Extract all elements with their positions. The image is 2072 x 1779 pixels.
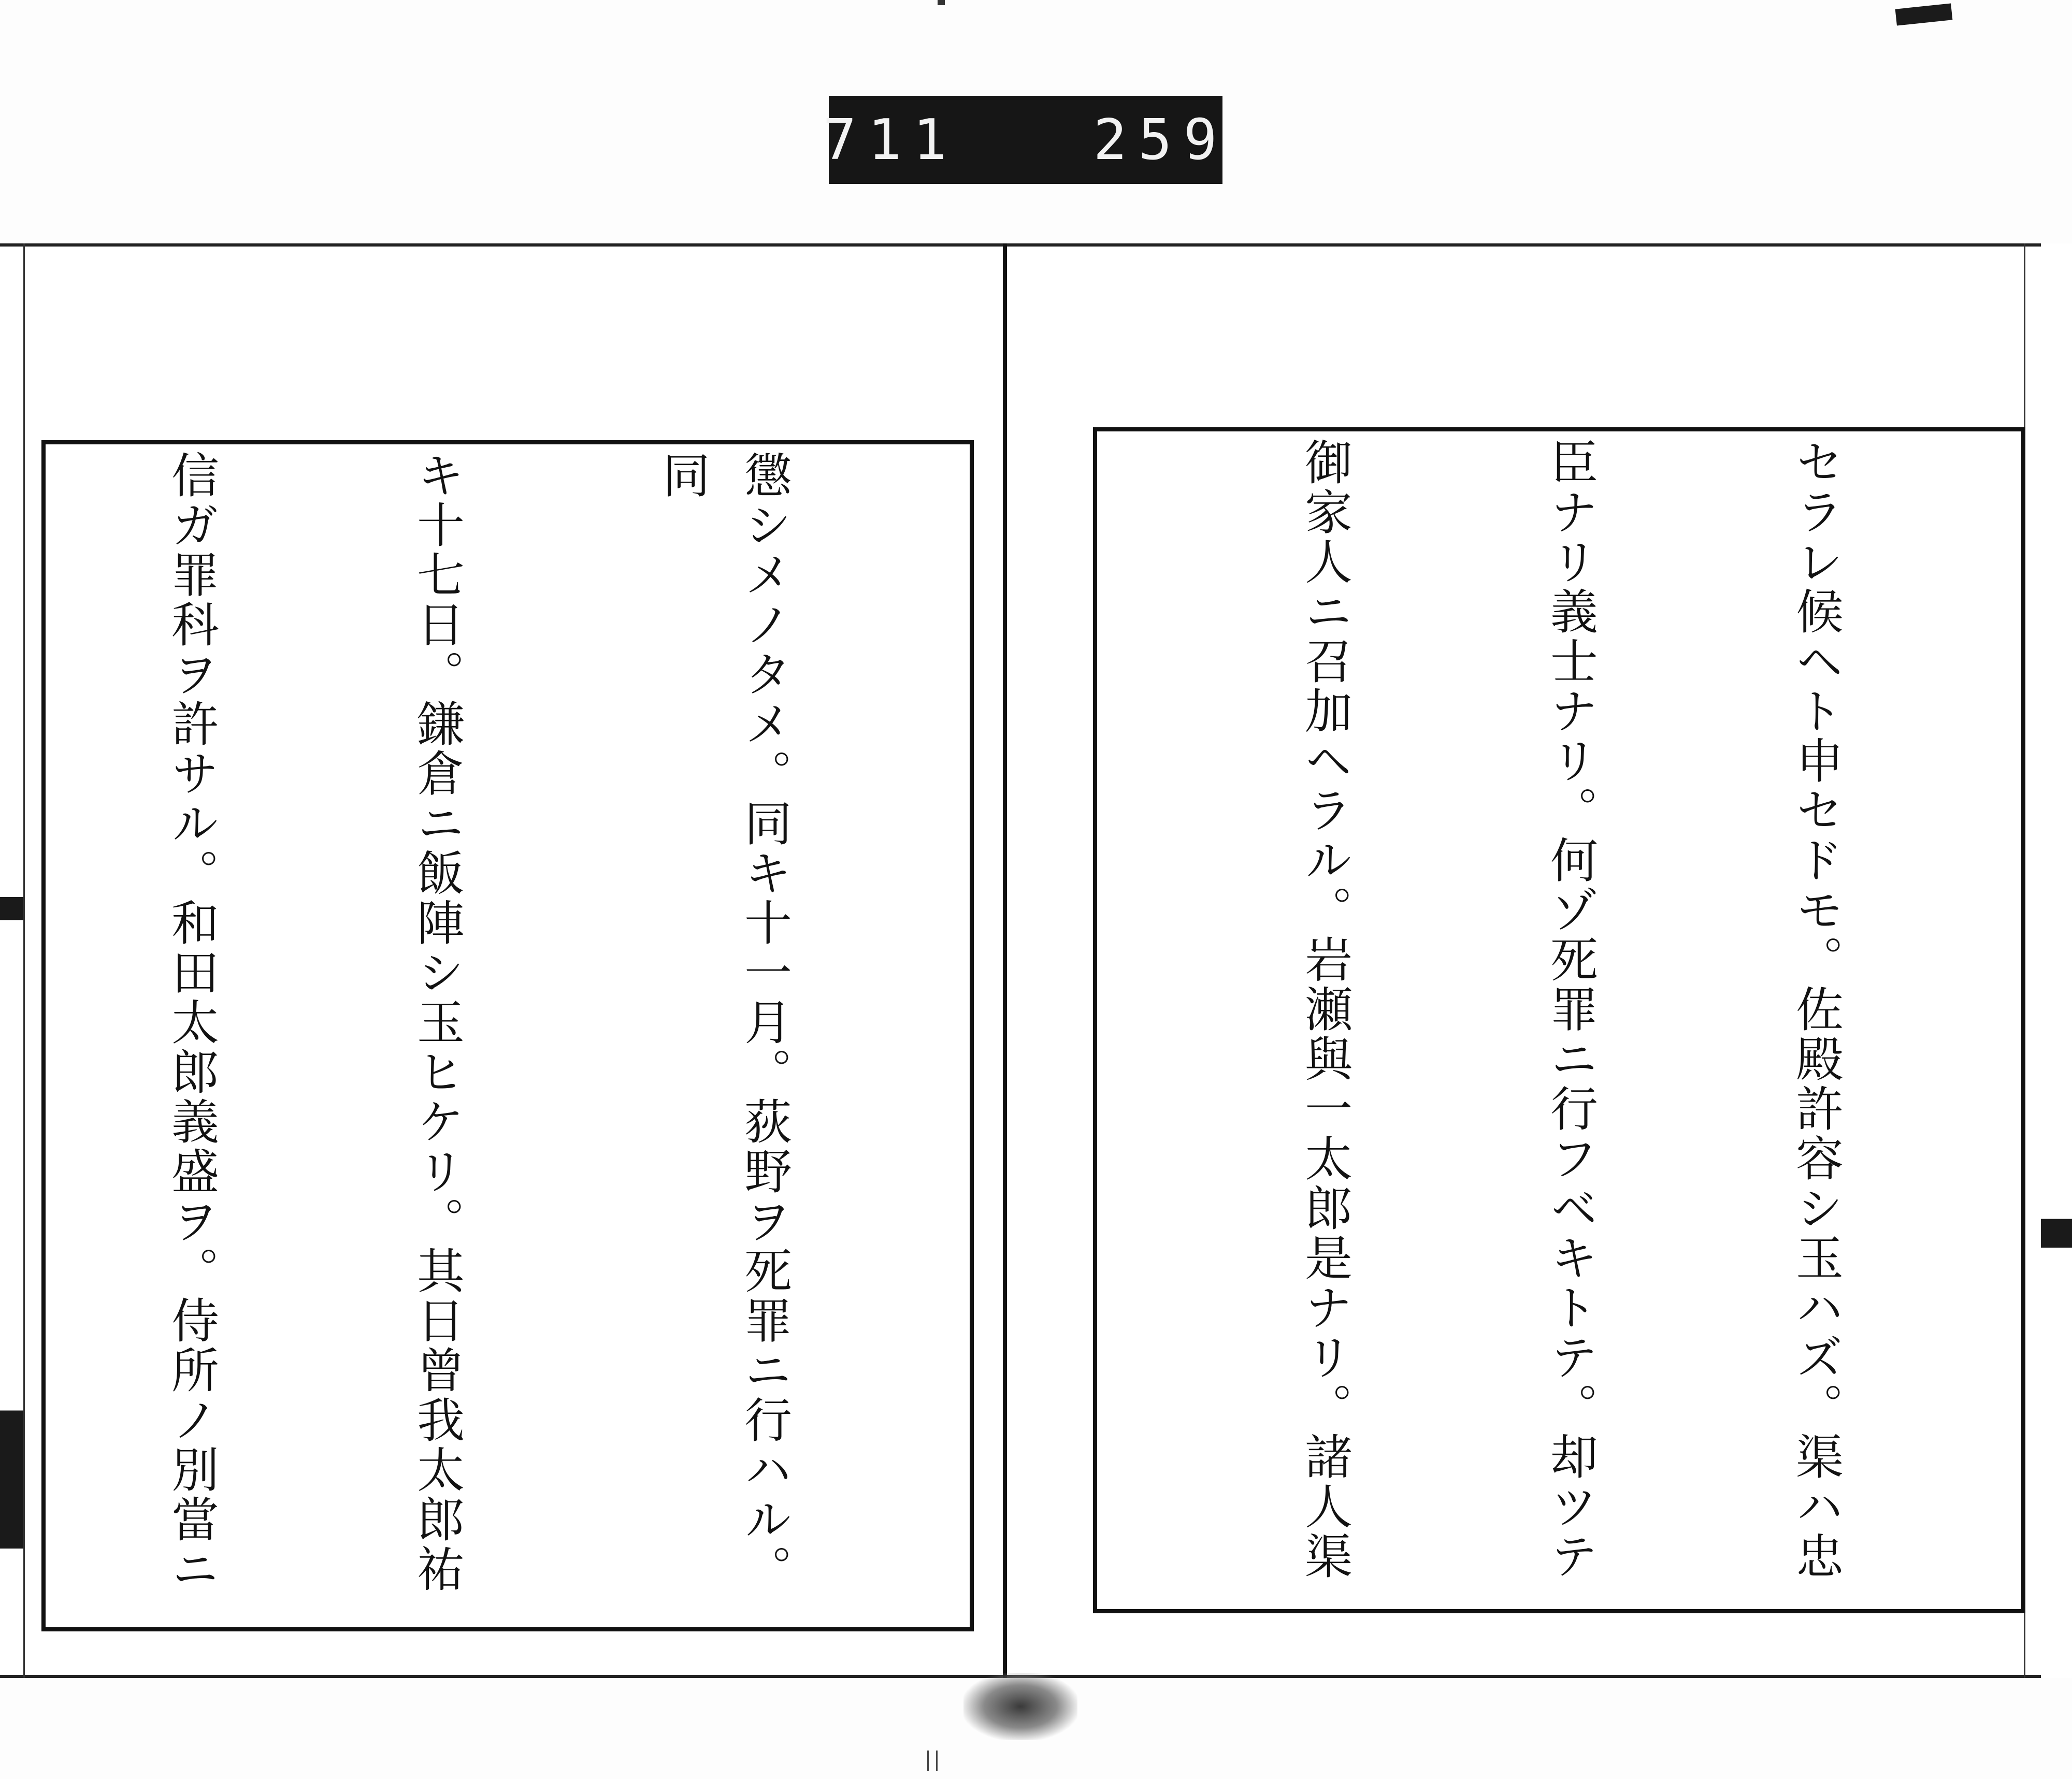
text-column: キ十七日。鎌倉ニ飯陣シ玉ヒケリ。其日曾我太郎祐 (409, 451, 465, 1594)
bottom-scan-mark (927, 1751, 938, 1771)
corner-ink-mark (1895, 3, 1953, 25)
left-edge-tab (0, 782, 23, 1549)
book-gutter (1003, 243, 1007, 1678)
left-page-text (57, 451, 969, 1621)
text-column: 臣ナリ義士ナリ。何ゾ死罪ニ行フベキトテ。却ツテ (1543, 438, 1598, 1581)
call-number-label (823, 96, 1229, 184)
scan-speck (938, 0, 945, 5)
call-number-text: 711 259 (823, 107, 1229, 172)
text-column: 懲シメノタメ。同キ十一月。荻野ヲ死罪ニ行ハル。同 (655, 451, 792, 1594)
text-column: 御家人ニ召加ヘラル。岩瀬與一太郎是ナリ。諸人渠 (1297, 438, 1352, 1581)
text-column: 信ガ罪科ヲ許サル。和田太郎義盛ヲ。侍所ノ別當ニ (164, 451, 219, 1594)
spine-shadow (963, 1673, 1077, 1740)
open-book (0, 243, 2072, 1678)
left-running-head (0, 466, 23, 653)
right-edge-tab (2041, 243, 2072, 1678)
text-column (1109, 438, 1120, 1603)
text-column: セラレ候ヘト申セドモ。佐殿許容シ玉ハズ。渠ハ忠 (1788, 438, 1844, 1581)
right-page-text (1109, 438, 2020, 1603)
